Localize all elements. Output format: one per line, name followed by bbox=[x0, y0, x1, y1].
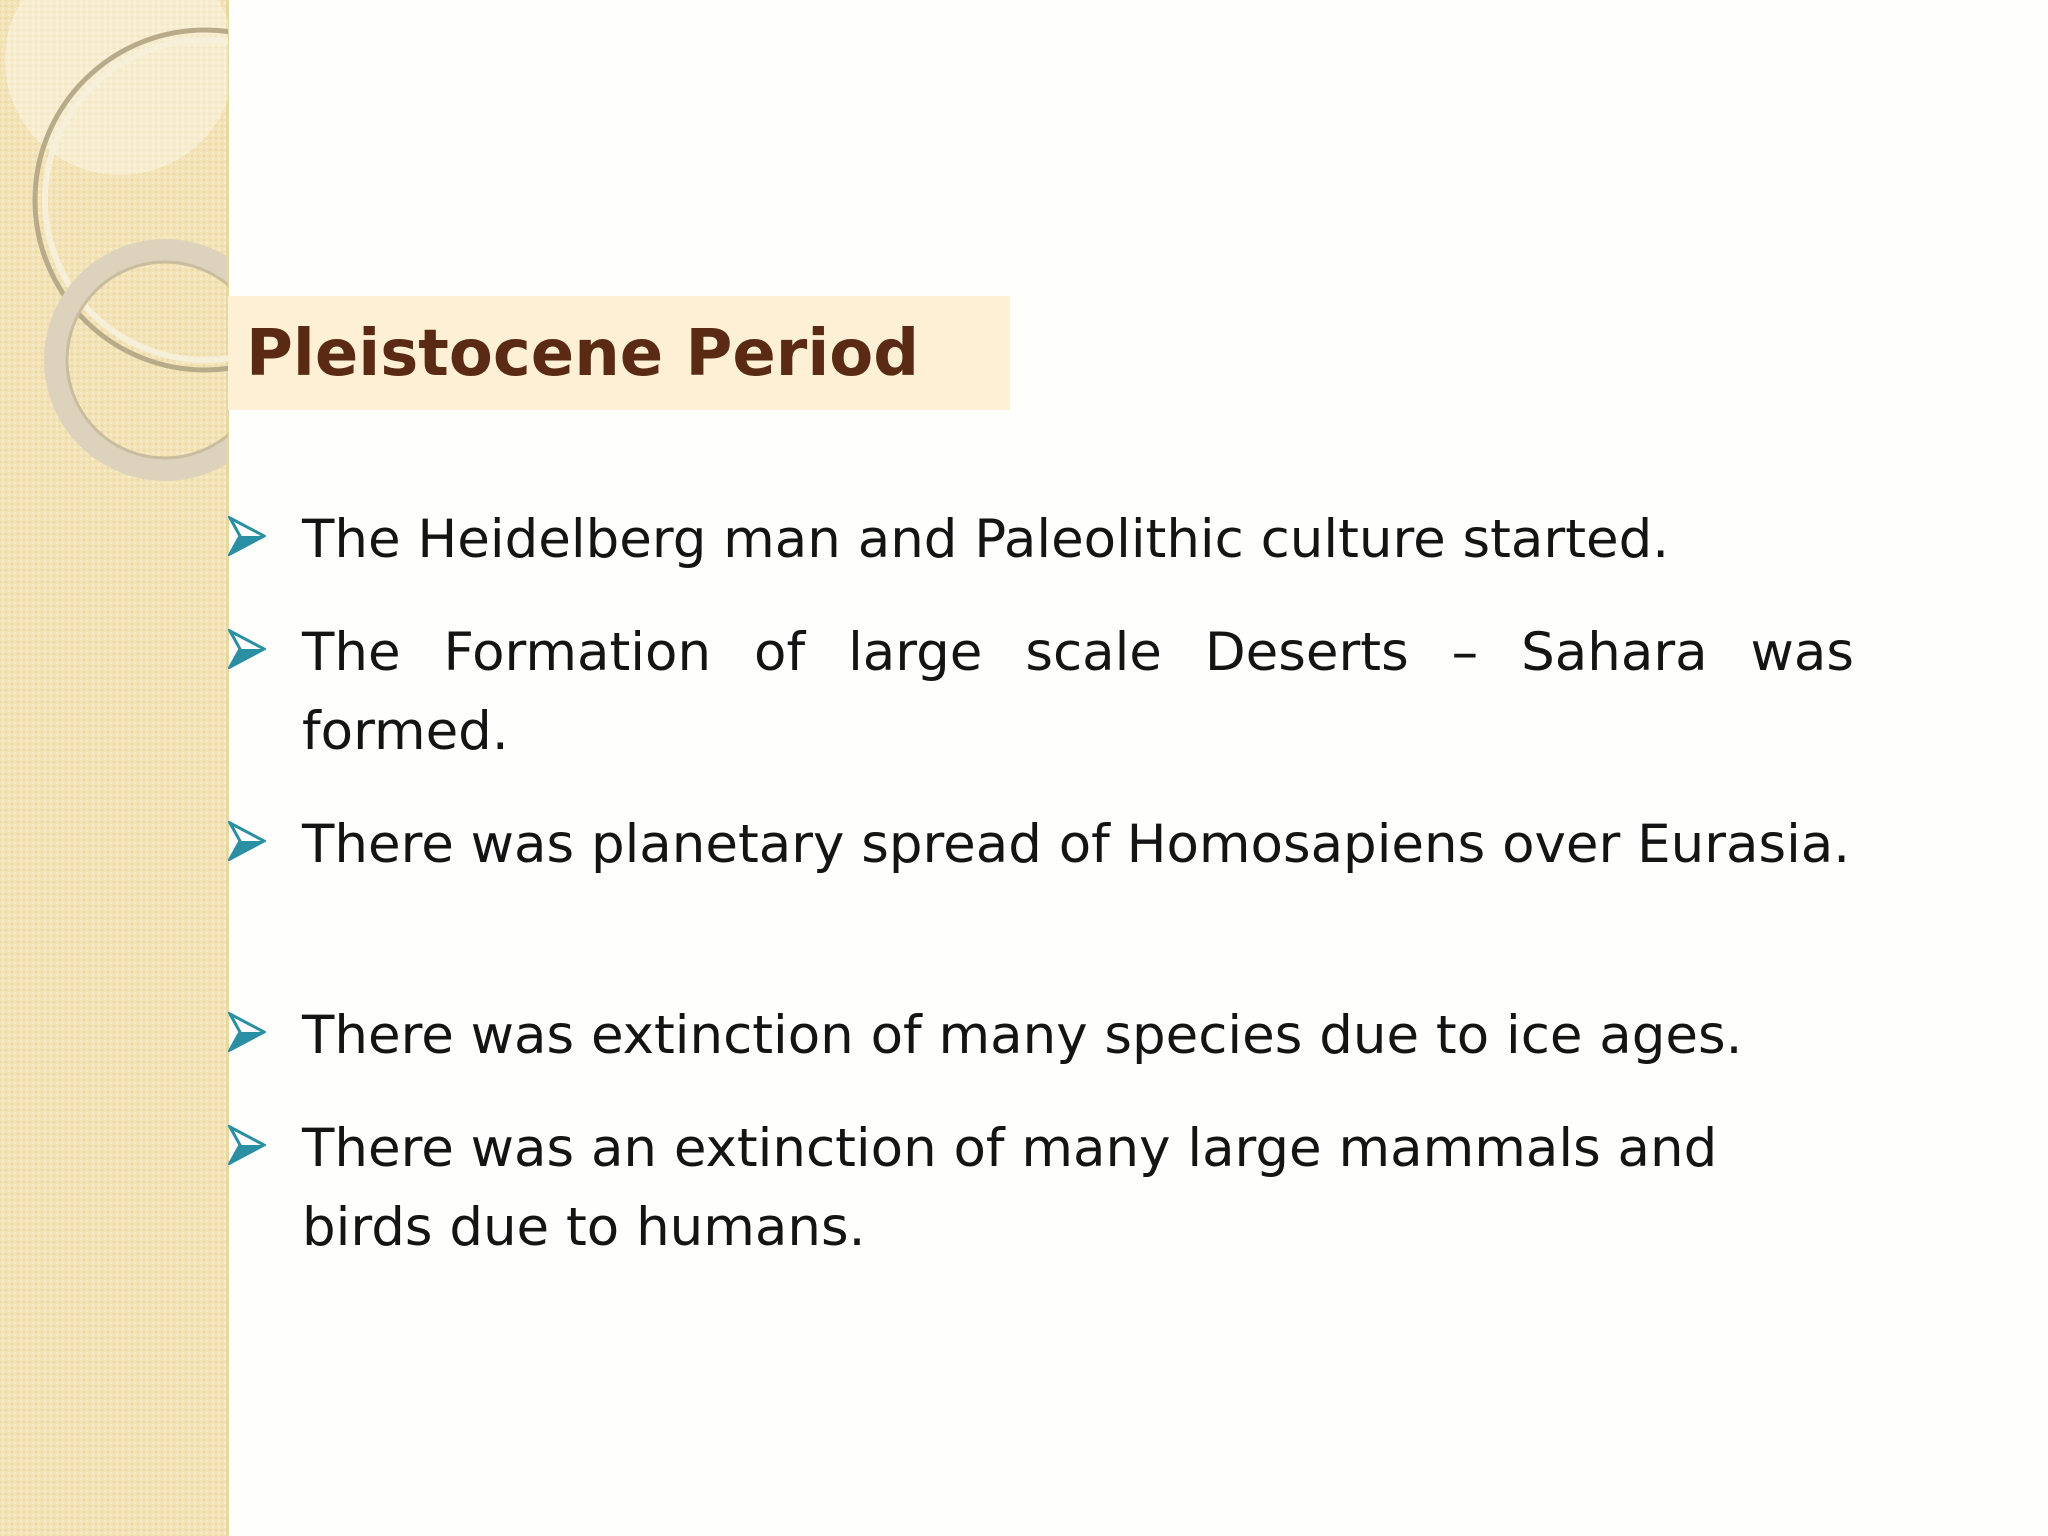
bullet-item bbox=[228, 805, 1854, 884]
bullet-item bbox=[228, 500, 1854, 579]
arrowhead-bullet-icon bbox=[228, 1125, 266, 1165]
arrowhead-bullet-icon bbox=[228, 629, 266, 669]
bullet-item bbox=[228, 613, 1854, 771]
bullet-list bbox=[228, 500, 1854, 1267]
bullet-item bbox=[228, 996, 1854, 1075]
bullet-text: The Formation of large scale Deserts – Sahara was formed. bbox=[302, 622, 1854, 762]
decorative-rings bbox=[0, 0, 260, 520]
bullet-text: There was an extinction of many large mammals and birds due to humans. bbox=[302, 1118, 1718, 1258]
arrowhead-bullet-icon bbox=[228, 516, 266, 556]
arrowhead-bullet-icon bbox=[228, 821, 266, 861]
arrowhead-bullet-icon bbox=[228, 1012, 266, 1052]
bullet-text: There was extinction of many species due to ice ages. bbox=[302, 1005, 1743, 1066]
bullet-text: The Heidelberg man and Paleolithic culture started. bbox=[302, 509, 1670, 570]
bullet-text: There was planetary spread of Homosapiens over Eurasia. bbox=[302, 814, 1851, 875]
bullet-item bbox=[228, 1109, 1854, 1267]
slide-title: Pleistocene Period bbox=[246, 317, 920, 391]
upper-ring-fill bbox=[5, 0, 235, 175]
